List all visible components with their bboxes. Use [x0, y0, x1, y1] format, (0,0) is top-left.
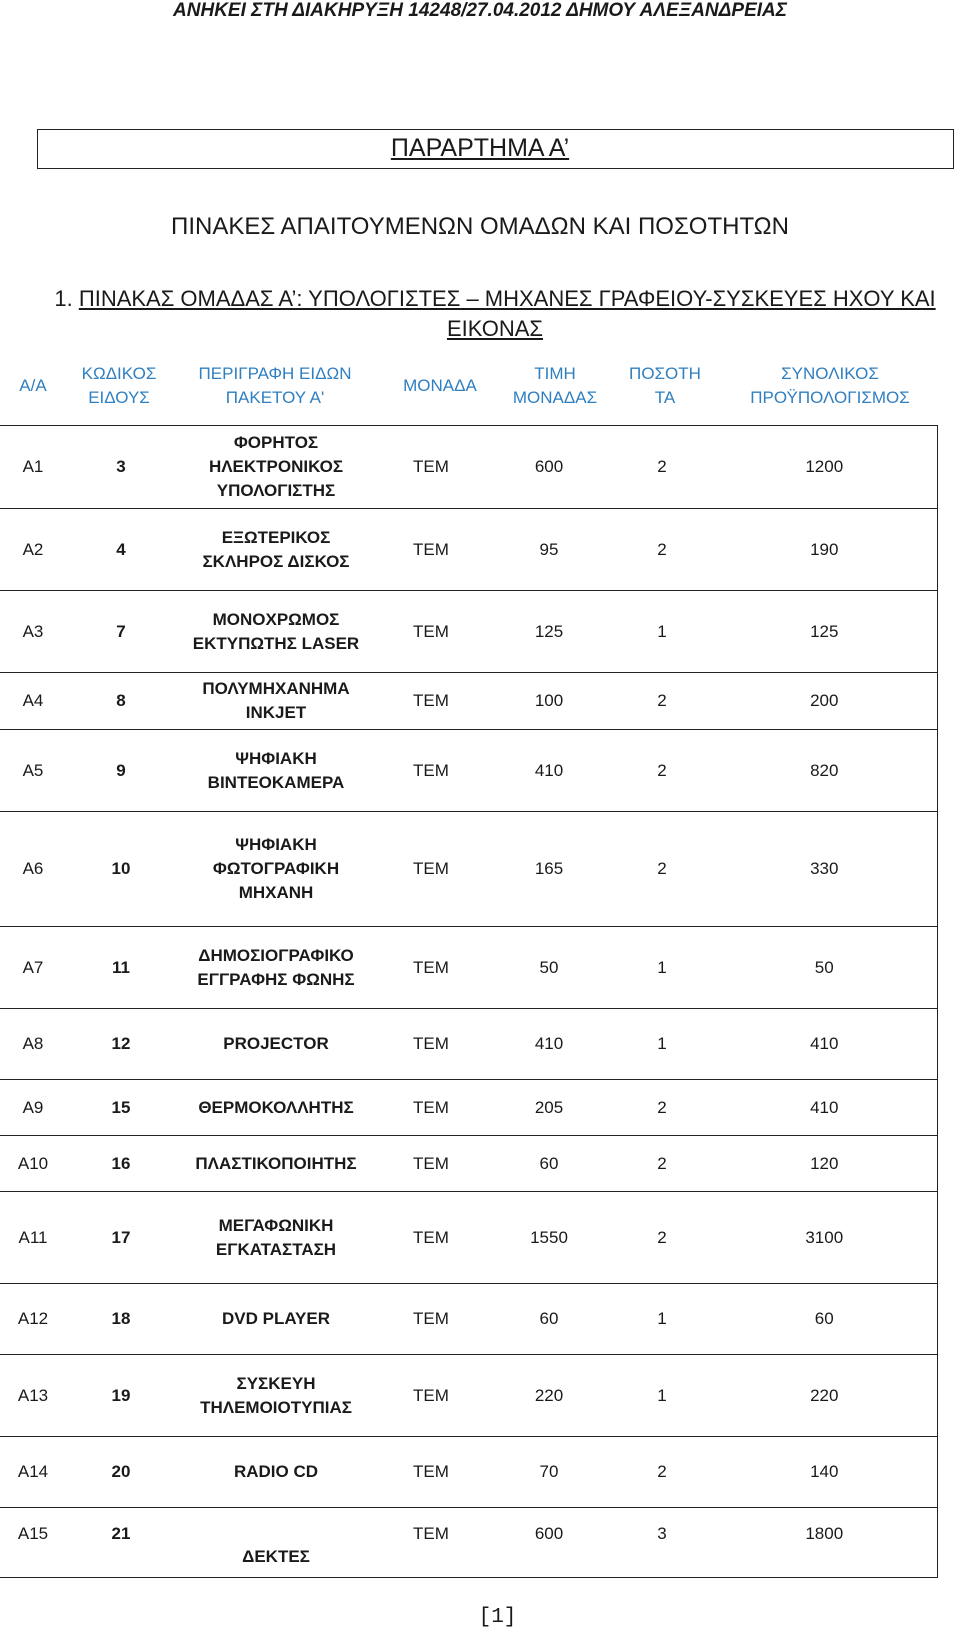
section-heading: ΠΙΝΑΚΑΣ ΟΜΑΔΑΣ Α’: ΥΠΟΛΟΓΙΣΤΕΣ – ΜΗΧΑΝΕΣ ΓΡΑΦΕΙΟΥ-ΣΥΣΚΕΥΕΣ ΗΧΟΥ ΚΑΙ ΕΙΚΟΝΑΣ: [78, 286, 936, 341]
item-description-line: DVD PLAYER: [221, 1309, 330, 1328]
col-header-aa: [8, 374, 58, 398]
total-budget-cell: 140: [712, 1437, 937, 1508]
unit-cell: ΤΕΜ: [376, 673, 486, 730]
item-description-cell: [176, 1009, 376, 1080]
item-description-line: ΕΚΤΥΠΩΤΗΣ LASER: [192, 633, 360, 653]
col-header-code-line2: ΕΙΔΟΥΣ: [88, 388, 150, 407]
unit-cell: ΤΕΜ: [376, 730, 486, 812]
item-description-line: ΠΛΑΣΤΙΚΟΠΟΙΗΤΗΣ: [195, 1153, 357, 1173]
item-description-line: ΨΗΦΙΑΚΗ: [235, 748, 317, 768]
col-header-unit-text: ΜΟΝΑΔΑ: [403, 376, 477, 395]
row-number-cell: Α5: [0, 730, 66, 812]
table-row: [0, 426, 937, 509]
table-row: [0, 812, 937, 927]
unit-price-cell: 410: [486, 730, 612, 812]
quantity-cell: 2: [612, 730, 712, 812]
item-description-line: ΔΗΜΟΣΙΟΓΡΑΦΙΚΟ: [198, 945, 354, 965]
unit-cell: ΤΕΜ: [376, 1284, 486, 1355]
quantity-cell: 1: [612, 1355, 712, 1437]
total-budget-cell: 60: [712, 1284, 937, 1355]
item-description-cell: [176, 1355, 376, 1437]
item-code-cell: 9: [66, 730, 176, 812]
row-number-cell: Α8: [0, 1009, 66, 1080]
unit-price-cell: 220: [486, 1355, 612, 1437]
quantity-cell: 2: [612, 1080, 712, 1136]
item-code-cell: 8: [66, 673, 176, 730]
item-code-cell: 15: [66, 1080, 176, 1136]
unit-cell: ΤΕΜ: [376, 1136, 486, 1192]
quantity-cell: 2: [612, 426, 712, 509]
total-budget-cell: 220: [712, 1355, 937, 1437]
item-description-line: PROJECTOR: [223, 1034, 329, 1053]
item-code-cell: 21: [66, 1508, 176, 1578]
item-description-line: INKJET: [245, 703, 307, 722]
quantity-cell: 3: [612, 1508, 712, 1578]
row-number-cell: Α2: [0, 509, 66, 591]
item-code-cell: 3: [66, 426, 176, 509]
item-description-cell: [176, 673, 376, 730]
item-description-cell: [176, 1284, 376, 1355]
row-number-cell: Α1: [0, 426, 66, 509]
col-header-aa-text: Α/Α: [19, 376, 47, 395]
row-number-cell: Α11: [0, 1192, 66, 1284]
items-table: [0, 425, 938, 1578]
item-description-line: ΣΚΛΗΡΟΣ ΔΙΣΚΟΣ: [202, 551, 350, 571]
unit-cell: ΤΕΜ: [376, 1080, 486, 1136]
row-number-cell: Α15: [0, 1508, 66, 1578]
row-number-cell: Α9: [0, 1080, 66, 1136]
col-header-unit-price-line1: ΤΙΜΗ: [534, 364, 576, 383]
unit-price-cell: 165: [486, 812, 612, 927]
item-description-line: RADIO CD: [233, 1462, 319, 1481]
item-description-cell: [176, 730, 376, 812]
item-description-cell: [176, 1080, 376, 1136]
total-budget-cell: 50: [712, 927, 937, 1009]
row-number-cell: Α13: [0, 1355, 66, 1437]
unit-cell: ΤΕΜ: [376, 1355, 486, 1437]
quantity-cell: 2: [612, 673, 712, 730]
total-budget-cell: 1800: [712, 1508, 937, 1578]
table-row: [0, 1136, 937, 1192]
total-budget-cell: 410: [712, 1009, 937, 1080]
unit-price-cell: 60: [486, 1284, 612, 1355]
annex-title: ΠΑΡΑΡΤΗΜΑ Α’: [390, 134, 570, 162]
col-header-quantity-line1: ΠΟΣΟΤΗ: [629, 364, 701, 383]
total-budget-cell: 190: [712, 509, 937, 591]
quantity-cell: 2: [612, 812, 712, 927]
table-row: [0, 730, 937, 812]
item-code-cell: 17: [66, 1192, 176, 1284]
quantity-cell: 2: [612, 1437, 712, 1508]
table-row: [0, 1009, 937, 1080]
col-header-description: [180, 362, 370, 410]
item-code-cell: 7: [66, 591, 176, 673]
total-budget-cell: 120: [712, 1136, 937, 1192]
item-description-line: ΜΗΧΑΝΗ: [238, 883, 314, 902]
unit-price-cell: 70: [486, 1437, 612, 1508]
table-row: [0, 927, 937, 1009]
col-header-unit: [385, 374, 495, 398]
item-description-line: ΗΛΕΚΤΡΟΝΙΚΟΣ: [208, 457, 344, 476]
total-budget-cell: 200: [712, 673, 937, 730]
total-budget-cell: 1200: [712, 426, 937, 509]
row-number-cell: Α7: [0, 927, 66, 1009]
table-row: [0, 1508, 937, 1578]
item-description-cell: [176, 591, 376, 673]
unit-price-cell: 410: [486, 1009, 612, 1080]
quantity-cell: 2: [612, 1136, 712, 1192]
col-header-description-line2: ΠΑΚΕΤΟΥ Α': [225, 388, 325, 407]
item-description-line: ΥΠΟΛΟΓΙΣΤΗΣ: [216, 481, 336, 500]
total-budget-cell: 330: [712, 812, 937, 927]
item-code-cell: 16: [66, 1136, 176, 1192]
item-description-cell: [176, 1192, 376, 1284]
page-number: [1]: [478, 1606, 517, 1629]
unit-price-cell: 60: [486, 1136, 612, 1192]
item-description-cell: [176, 812, 376, 927]
unit-cell: ΤΕΜ: [376, 1009, 486, 1080]
quantity-cell: 2: [612, 1192, 712, 1284]
quantity-cell: 1: [612, 1009, 712, 1080]
item-code-cell: 10: [66, 812, 176, 927]
item-code-cell: 11: [66, 927, 176, 1009]
col-header-description-line1: ΠΕΡΙΓΡΑΦΗ ΕΙΔΩΝ: [198, 364, 352, 383]
item-description-line: ΤΗΛΕΜΟΙΟΤΥΠΙΑΣ: [200, 1397, 352, 1417]
quantity-cell: 2: [612, 509, 712, 591]
unit-cell: ΤΕΜ: [376, 1192, 486, 1284]
table-row: [0, 1284, 937, 1355]
unit-cell: ΤΕΜ: [376, 1508, 486, 1578]
item-description-cell: [176, 1136, 376, 1192]
unit-cell: ΤΕΜ: [376, 426, 486, 509]
table-row: [0, 1080, 937, 1136]
item-description-line: ΘΕΡΜΟΚΟΛΛΗΤΗΣ: [198, 1097, 354, 1117]
item-description-line: ΣΥΣΚΕΥΗ: [236, 1373, 316, 1393]
table-row: [0, 1192, 937, 1284]
section-title: [40, 284, 950, 344]
item-description-line: ΕΓΚΑΤΑΣΤΑΣΗ: [215, 1239, 337, 1259]
row-number-cell: Α12: [0, 1284, 66, 1355]
main-title: ΠΙΝΑΚΕΣ ΑΠΑΙΤΟΥΜΕΝΩΝ ΟΜΑΔΩΝ ΚΑΙ ΠΟΣΟΤΗΤΩΝ: [171, 213, 789, 240]
col-header-total-budget: [730, 362, 930, 410]
items-table-body: [0, 426, 937, 1578]
item-description-line: ΨΗΦΙΑΚΗ: [235, 835, 317, 854]
total-budget-cell: 3100: [712, 1192, 937, 1284]
unit-price-cell: 1550: [486, 1192, 612, 1284]
unit-price-cell: 95: [486, 509, 612, 591]
table-row: [0, 1355, 937, 1437]
col-header-unit-price: [500, 362, 610, 410]
item-description-line: ΕΞΩΤΕΡΙΚΟΣ: [221, 527, 331, 547]
col-header-total-budget-line1: ΣΥΝΟΛΙΚΟΣ: [781, 364, 879, 383]
item-description-cell: [176, 927, 376, 1009]
col-header-unit-price-line2: ΜΟΝΑΔΑΣ: [512, 388, 598, 407]
item-code-cell: 4: [66, 509, 176, 591]
col-header-code-line1: ΚΩΔΙΚΟΣ: [81, 364, 157, 383]
table-row: [0, 591, 937, 673]
unit-cell: ΤΕΜ: [376, 927, 486, 1009]
item-code-cell: 19: [66, 1355, 176, 1437]
unit-cell: ΤΕΜ: [376, 812, 486, 927]
section-number: 1.: [54, 286, 73, 311]
item-description-line: ΦΟΡΗΤΟΣ: [233, 433, 319, 452]
col-header-total-budget-line2: ΠΡΟΫΠΟΛΟΓΙΣΜΟΣ: [750, 388, 910, 407]
item-description-line: ΦΩΤΟΓΡΑΦΙΚΗ: [212, 859, 340, 878]
row-number-cell: Α6: [0, 812, 66, 927]
unit-price-cell: 125: [486, 591, 612, 673]
item-description-line: ΜΕΓΑΦΩΝΙΚΗ: [218, 1215, 334, 1235]
quantity-cell: 1: [612, 1284, 712, 1355]
table-row: [0, 509, 937, 591]
item-description-line: ΕΓΓΡΑΦΗΣ ΦΩΝΗΣ: [197, 969, 355, 989]
col-header-quantity: [615, 362, 715, 410]
item-code-cell: 18: [66, 1284, 176, 1355]
item-description-line: ΠΟΛΥΜΗΧΑΝΗΜΑ: [202, 679, 350, 698]
unit-cell: ΤΕΜ: [376, 509, 486, 591]
total-budget-cell: 820: [712, 730, 937, 812]
unit-price-cell: 600: [486, 426, 612, 509]
item-description-cell: [176, 426, 376, 509]
unit-price-cell: 100: [486, 673, 612, 730]
table-row: [0, 673, 937, 730]
col-header-code: [70, 362, 168, 410]
item-code-cell: 12: [66, 1009, 176, 1080]
item-code-cell: 20: [66, 1437, 176, 1508]
row-number-cell: Α14: [0, 1437, 66, 1508]
total-budget-cell: 410: [712, 1080, 937, 1136]
document-header: ΑΝΗΚΕΙ ΣΤΗ ΔΙΑΚΗΡΥΞΗ 14248/27.04.2012 ΔΗΜΟΥ ΑΛΕΞΑΝΔΡΕΙΑΣ: [173, 0, 787, 21]
item-description-cell: [176, 1437, 376, 1508]
item-description-cell: [176, 1508, 376, 1578]
item-description-line: ΔΕΚΤΕΣ: [242, 1547, 310, 1566]
row-number-cell: Α10: [0, 1136, 66, 1192]
table-row: [0, 1437, 937, 1508]
item-description-line: ΒΙΝΤΕΟΚΑΜΕΡΑ: [207, 772, 345, 792]
unit-price-cell: 205: [486, 1080, 612, 1136]
col-header-quantity-line2: ΤΑ: [654, 388, 676, 407]
unit-cell: ΤΕΜ: [376, 591, 486, 673]
unit-price-cell: 600: [486, 1508, 612, 1578]
unit-price-cell: 50: [486, 927, 612, 1009]
unit-cell: ΤΕΜ: [376, 1437, 486, 1508]
total-budget-cell: 125: [712, 591, 937, 673]
quantity-cell: 1: [612, 927, 712, 1009]
item-description-cell: [176, 509, 376, 591]
quantity-cell: 1: [612, 591, 712, 673]
row-number-cell: Α4: [0, 673, 66, 730]
row-number-cell: Α3: [0, 591, 66, 673]
item-description-line: ΜΟΝΟΧΡΩΜΟΣ: [212, 609, 340, 629]
